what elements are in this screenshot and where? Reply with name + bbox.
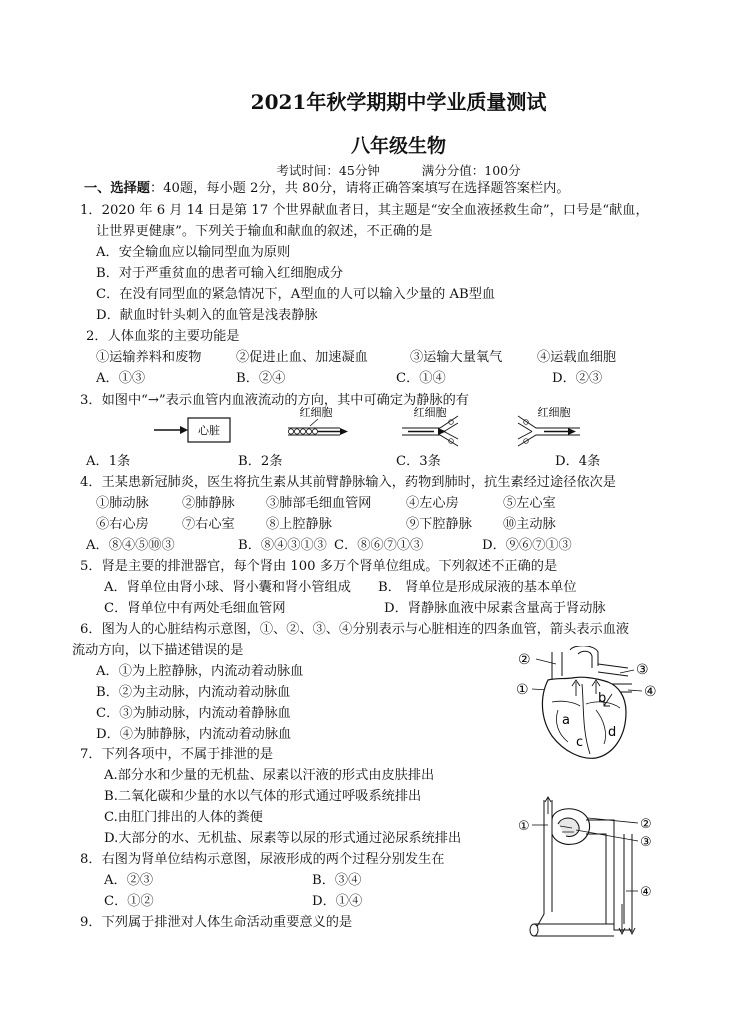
- q3-rbc-label-2: 红细胞: [413, 406, 447, 419]
- full-score: 满分分值：100分: [421, 163, 521, 178]
- section-desc: ：40题，每小题 2分，共 80分，请将正确答案填写在选择题答案栏内。: [149, 181, 570, 196]
- q3-fig-capillary: [288, 406, 348, 435]
- q3-option-b: B．2条: [238, 454, 283, 469]
- q4-item-10: ⑩主动脉: [503, 517, 556, 532]
- q7-option-b: B.二氧化碳和少量的水以气体的形式通过呼吸系统排出: [104, 789, 422, 804]
- heart-label-c: c: [576, 735, 584, 750]
- heart-label-a: a: [562, 713, 570, 728]
- q1-option-b: B．对于严重贫血的患者可输入红细胞成分: [96, 266, 344, 281]
- q5-option-b: B． 肾单位是形成尿液的基本单位: [378, 580, 577, 595]
- q4-option-b: B．⑧④③①③: [238, 538, 327, 553]
- section-header: [84, 180, 570, 198]
- q8-option-c: C．①②: [104, 894, 154, 909]
- q3-fig-heart: [154, 418, 230, 442]
- q4-item-3: ③肺部毛细血管网: [266, 496, 372, 511]
- q6-stem-2: 流动方向，以下描述错误的是: [72, 643, 244, 658]
- q8-option-b: B．③④: [312, 873, 362, 888]
- exam-info: [0, 161, 737, 179]
- q2-option-d: D．②③: [552, 371, 603, 386]
- q8-option-a: A．②③: [104, 873, 154, 888]
- q2-item-1: ①运输养料和废物: [96, 350, 202, 365]
- q3-heart-label: 心脏: [198, 424, 220, 437]
- q4-option-a: A．⑧④⑤⑩③: [86, 538, 175, 553]
- q6-option-c: C．③为肺动脉，内流动着静脉血: [96, 706, 291, 721]
- q1-stem-2: 让世界更健康”。下列关于输血和献血的叙述，不正确的是: [96, 224, 433, 239]
- heart-label-1: ①: [516, 682, 529, 698]
- q1-option-d: D．献血时针头刺入的血管是浅表静脉: [96, 308, 318, 323]
- q3-option-a: A．1条: [86, 454, 131, 469]
- q2-stem: 2．人体血浆的主要功能是: [86, 329, 240, 344]
- q2-item-3: ③运输大量氧气: [410, 350, 503, 365]
- q4-item-9: ⑨下腔静脉: [406, 517, 472, 532]
- q7-stem: 7．下列各项中，不属于排泄的是: [80, 747, 274, 762]
- q3-stem: 3．如图中“→”表示血管内血液流动的方向，其中可确定为静脉的有: [80, 393, 469, 408]
- heart-label-d: d: [608, 725, 617, 740]
- q5-stem: 5．肾是主要的排泄器官，每个肾由 100 多万个肾单位组成。下列叙述不正确的是: [80, 559, 558, 574]
- q5-option-d: D．肾静脉血液中尿素含量高于肾动脉: [384, 601, 606, 616]
- heart-label-b: b: [598, 691, 607, 706]
- q3-rbc-label-1: 红细胞: [299, 406, 333, 419]
- exam-time: 考试时间：45分钟: [276, 163, 380, 178]
- q4-item-4: ④左心房: [406, 496, 459, 511]
- q3-rbc-label-3: 红细胞: [537, 406, 571, 419]
- q6-stem-1: 6．图为人的心脏结构示意图，①、②、③、④分别表示与心脏相连的四条血管，箭头表示血液: [80, 622, 630, 637]
- q1-stem-1: 1．2020 年 6 月 14 日是第 17 个世界献血者日，其主题是“安全血液拯救生命”，口号是“献血，: [80, 203, 649, 218]
- q9-stem: 9．下列属于排泄对人体生命活动重要意义的是: [80, 915, 353, 930]
- heart-label-2: ②: [518, 652, 531, 668]
- nephron-label-3: ③: [640, 835, 652, 850]
- q4-item-7: ⑦右心室: [182, 517, 235, 532]
- q2-option-c: C．①④: [396, 371, 446, 386]
- q8-stem: 8．右图为肾单位结构示意图，尿液形成的两个过程分别发生在: [80, 852, 445, 867]
- q4-option-c: C．⑧⑥⑦①③: [334, 538, 424, 553]
- q4-item-6: ⑥右心房: [96, 517, 149, 532]
- q3-option-c: C．3条: [396, 454, 441, 469]
- q3-option-d: D．4条: [555, 454, 601, 469]
- exam-subtitle: 八年级生物: [350, 135, 446, 157]
- heart-diagram: [512, 646, 672, 764]
- nephron-label-2: ②: [640, 817, 652, 832]
- nephron-label-1: ①: [518, 819, 530, 834]
- q6-option-d: D．④为肺静脉，内流动着动脉血: [96, 727, 292, 742]
- q7-option-d: D.大部分的水、无机盐、尿素等以尿的形式通过泌尿系统排出: [104, 831, 462, 846]
- q1-option-a: A．安全输血应以输同型血为原则: [96, 245, 291, 260]
- q5-option-a: A．肾单位由肾小球、肾小囊和肾小管组成: [104, 580, 351, 595]
- q3-vessel-figure: [140, 404, 590, 450]
- q3-fig-converge: [402, 406, 458, 446]
- q4-option-d: D．⑨⑥⑦①③: [482, 538, 572, 553]
- exam-title: 2021年秋学期期中学业质量测试: [250, 90, 547, 114]
- q2-option-a: A．①③: [96, 371, 146, 386]
- q6-option-b: B．②为主动脉，内流动着动脉血: [96, 685, 291, 700]
- q1-option-c: C．在没有同型血的紧急情况下，A型血的人可以输入少量的 AB型血: [96, 287, 496, 302]
- q4-item-8: ⑧上腔静脉: [266, 517, 332, 532]
- heart-label-4: ④: [644, 684, 657, 700]
- nephron-diagram: [514, 794, 664, 944]
- q2-item-2: ②促进止血、加速凝血: [236, 350, 368, 365]
- q7-option-c: C.由肛门排出的人体的粪便: [104, 810, 263, 825]
- q3-fig-diverge: [518, 406, 580, 446]
- nephron-label-4: ④: [640, 885, 652, 900]
- q4-item-5: ⑤左心室: [503, 496, 556, 511]
- q2-option-b: B．②④: [236, 371, 286, 386]
- q5-option-c: C．肾单位中有两处毛细血管网: [104, 601, 286, 616]
- q6-option-a: A．①为上腔静脉，内流动着动脉血: [96, 664, 304, 679]
- q2-item-4: ④运载血细胞: [537, 350, 617, 365]
- heart-label-3: ③: [636, 662, 649, 678]
- section-label: 一、选择题: [84, 181, 150, 196]
- q4-item-1: ①肺动脉: [96, 496, 149, 511]
- q8-option-d: D．①④: [312, 894, 363, 909]
- q4-stem: 4．王某患新冠肺炎，医生将抗生素从其前臂静脉输入，药物到肺时，抗生素经过途径依次是: [80, 475, 616, 490]
- q4-item-2: ②肺静脉: [182, 496, 235, 511]
- q7-option-a: A.部分水和少量的无机盐、尿素以汗液的形式由皮肤排出: [104, 768, 435, 783]
